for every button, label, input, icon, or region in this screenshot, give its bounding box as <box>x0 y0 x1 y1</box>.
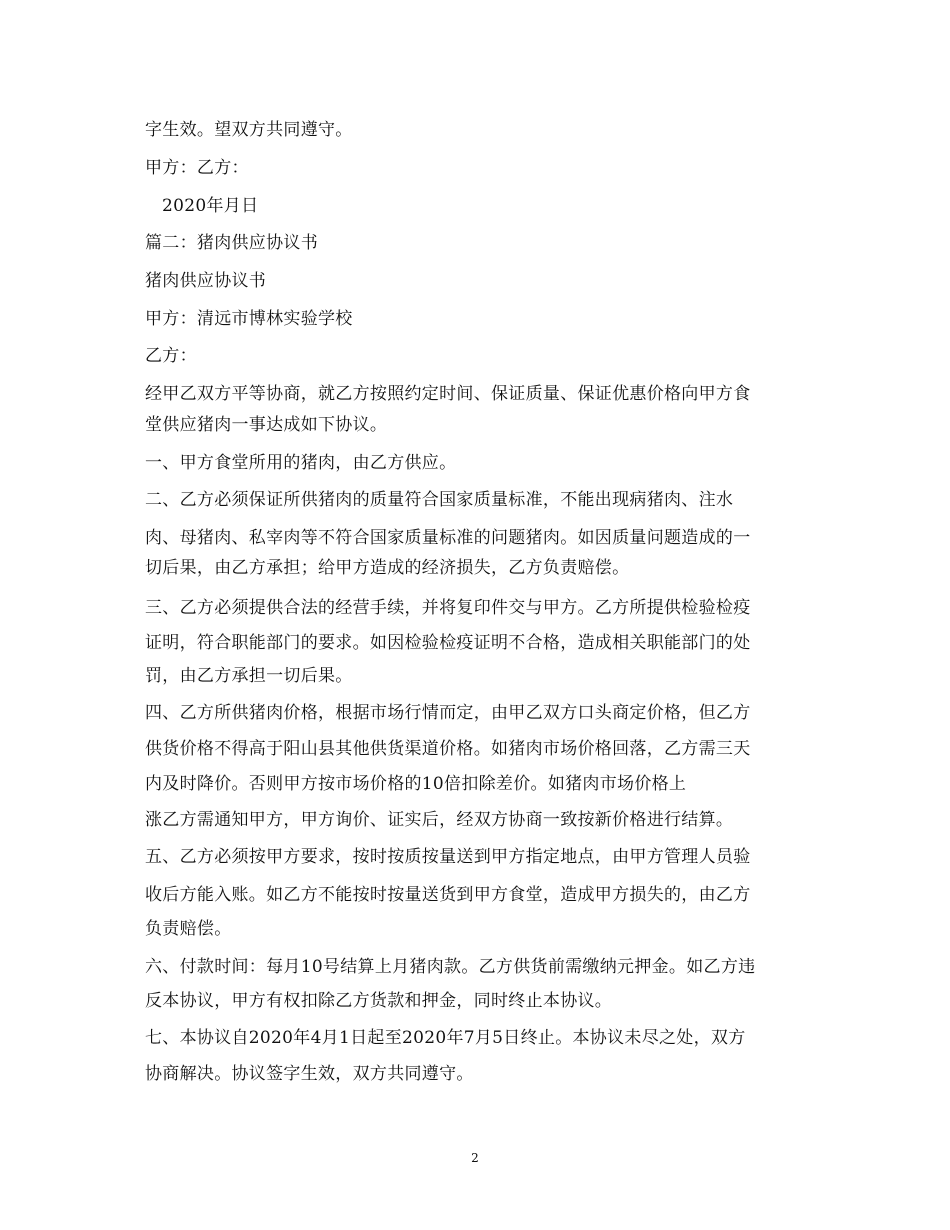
text-line: 经甲乙双方平等协商，就乙方按照约定时间、保证质量、保证优惠价格向甲方食 <box>145 384 751 404</box>
party-b-line: 乙方： <box>145 346 197 366</box>
clause-line: 肉、母猪肉、私宰肉等不符合国家质量标准的问题猪肉。如因质量问题造成的一 <box>145 528 751 548</box>
text-line: 堂供应猪肉一事达成如下协议。 <box>145 415 388 435</box>
clause-line: 七、本协议自2020年4月1日起至2020年7月5日终止。本协议未尽之处，双方 <box>145 1028 746 1048</box>
clause-line: 涨乙方需通知甲方，甲方询价、证实后，经双方协商一致按新价格进行结算。 <box>145 810 734 830</box>
text-line: 字生效。望双方共同遵守。 <box>145 120 353 140</box>
clause-line: 内及时降价。否则甲方按市场价格的10倍扣除差价。如猪肉市场价格上 <box>145 774 687 794</box>
clause-line: 罚，由乙方承担一切后果。 <box>145 666 353 686</box>
page-number: 2 <box>471 1151 479 1165</box>
clause-line: 收后方能入账。如乙方不能按时按量送货到甲方食堂，造成甲方损失的，由乙方 <box>145 885 751 905</box>
clause-line: 供货价格不得高于阳山县其他供货渠道价格。如猪肉市场价格回落，乙方需三天 <box>145 739 751 759</box>
section-heading: 篇二：猪肉供应协议书 <box>145 233 318 253</box>
text-line: 甲方：乙方： <box>145 158 249 178</box>
clause-line: 一、甲方食堂所用的猪肉，由乙方供应。 <box>145 453 457 473</box>
clause-line: 反本协议，甲方有权扣除乙方货款和押金，同时终止本协议。 <box>145 991 613 1011</box>
date-line: 2020年月日 <box>162 196 259 216</box>
clause-line: 二、乙方必须保证所供猪肉的质量符合国家质量标准，不能出现病猪肉、注水 <box>145 490 734 510</box>
clause-line: 切后果，由乙方承担；给甲方造成的经济损失，乙方负责赔偿。 <box>145 558 630 578</box>
clause-line: 三、乙方必须提供合法的经营手续，并将复印件交与甲方。乙方所提供检验检疫 <box>145 598 751 618</box>
clause-line: 五、乙方必须按甲方要求，按时按质按量送到甲方指定地点，由甲方管理人员验 <box>145 847 751 867</box>
document-title: 猪肉供应协议书 <box>145 271 267 291</box>
clause-line: 六、付款时间：每月10号结算上月猪肉款。乙方供货前需缴纳元押金。如乙方违 <box>145 957 756 977</box>
clause-line: 证明，符合职能部门的要求。如因检验检疫证明不合格，造成相关职能部门的处 <box>145 633 751 653</box>
party-a-line: 甲方：清远市博林实验学校 <box>145 309 353 329</box>
clause-line: 协商解决。协议签字生效，双方共同遵守。 <box>145 1064 474 1084</box>
clause-line: 负责赔偿。 <box>145 919 232 939</box>
clause-line: 四、乙方所供猪肉价格，根据市场行情而定，由甲乙双方口头商定价格，但乙方 <box>145 703 751 723</box>
